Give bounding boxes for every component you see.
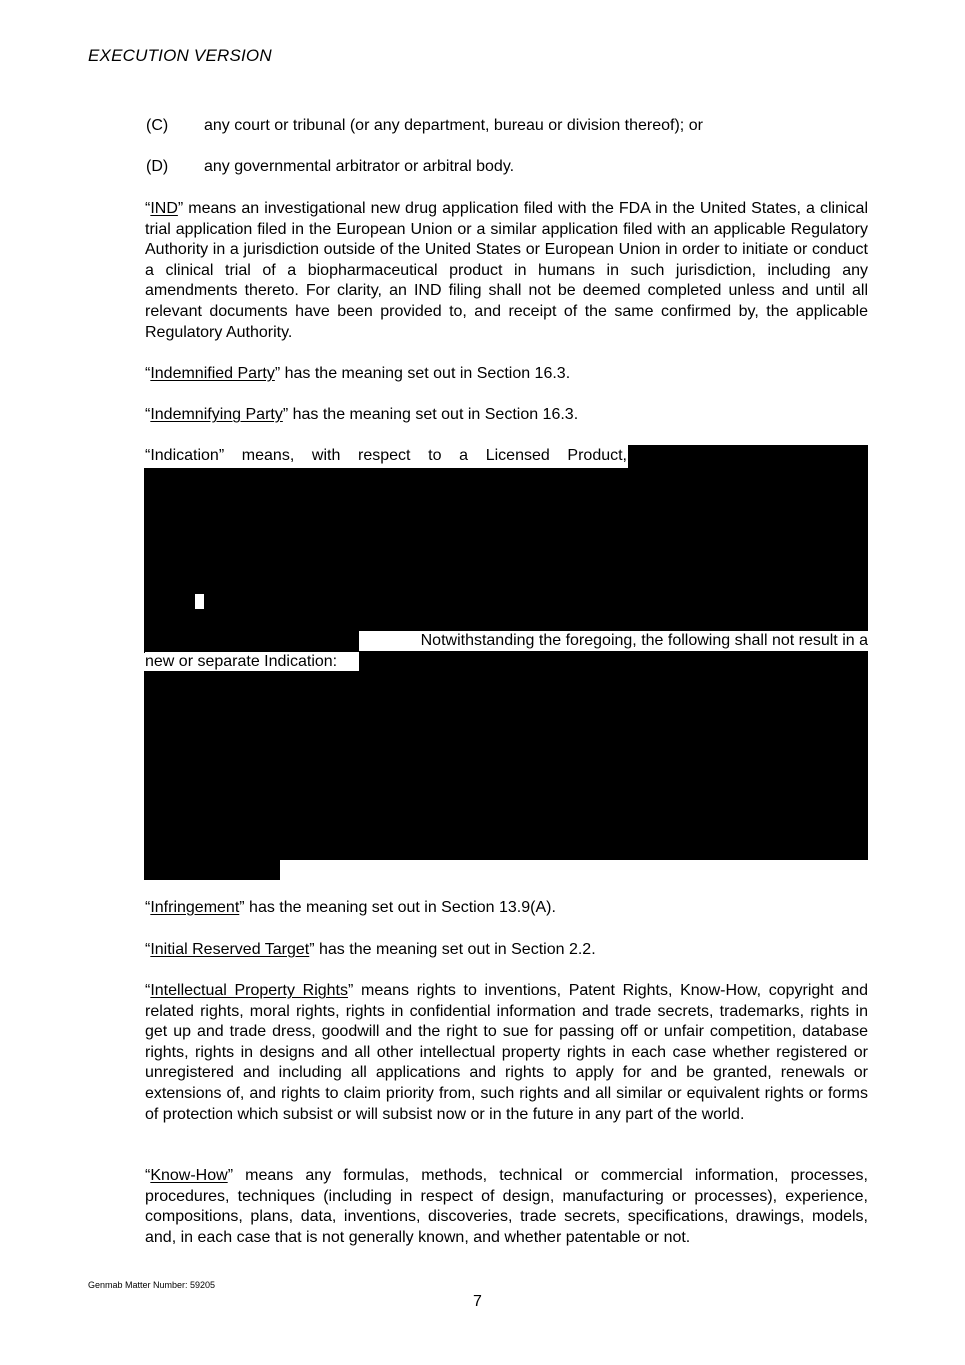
- defined-term: IND: [150, 200, 178, 217]
- definition-text: has the meaning set out in Section 16.3.: [288, 406, 579, 423]
- open-quote: “: [145, 200, 151, 217]
- list-item-c: [146, 116, 703, 136]
- definition-text: has the meaning set out in Section 13.9(A).: [244, 899, 556, 916]
- redaction-block: [144, 633, 359, 653]
- defined-term: Know-How: [150, 1167, 228, 1184]
- defined-term: Initial Reserved Target: [150, 941, 310, 958]
- defined-term: Indemnifying Party: [150, 406, 283, 423]
- definition-text: means an investigational new drug application filed with the FDA in the United States, a clinical trial application filed in the European Union or a similar application filed with an applicable Regulatory Authority in a jurisdiction outside of the United States or European Union in order to initiate or conduct a clinical trial of a biopharmaceutical product in humans in such jurisdiction, including any amendments thereto. For clarity, an IND filing shall not be deemed completed unless and until all relevant documents have been provided to, and receipt of the same confirmed by, the applicable Regulatory Authority.: [145, 200, 868, 341]
- close-quote: ”: [274, 365, 281, 382]
- close-quote: ”: [282, 406, 289, 423]
- definition-ind: [145, 199, 868, 343]
- close-quote: ”: [348, 982, 354, 999]
- defined-term: Infringement: [150, 899, 240, 916]
- list-item-text: any court or tribunal (or any department, bureau or division thereof); or: [204, 117, 703, 134]
- list-item-text: any governmental arbitrator or arbitral body.: [204, 158, 515, 175]
- definition-know-how: [145, 1166, 868, 1248]
- open-quote: “: [145, 899, 151, 916]
- redaction-block: [144, 468, 868, 634]
- page-number: 7: [473, 1293, 482, 1310]
- close-quote: ”: [309, 941, 315, 958]
- list-item-d: [146, 157, 514, 177]
- list-item-label: (D): [146, 158, 169, 175]
- indication-notwithstanding-text: Notwithstanding the foregoing, the following shall not result in a: [359, 631, 868, 651]
- close-quote: ”: [227, 1167, 234, 1184]
- redaction-gap: [195, 594, 204, 609]
- redaction-block: [359, 651, 868, 673]
- definition-initial-reserved-target: [145, 940, 596, 960]
- indication-continuation-text: new or separate Indication:: [145, 652, 359, 672]
- defined-term: Indemnified Party: [150, 365, 275, 382]
- open-quote: “: [145, 1167, 151, 1184]
- open-quote: “: [145, 365, 151, 382]
- definition-text: has the meaning set out in Section 16.3.: [280, 365, 571, 382]
- execution-version-header: EXECUTION VERSION: [88, 46, 272, 65]
- open-quote: “: [145, 406, 151, 423]
- definition-text: has the meaning set out in Section 2.2.: [314, 941, 596, 958]
- open-quote: “: [145, 982, 151, 999]
- redaction-block: [144, 671, 868, 860]
- redaction-block: [628, 445, 868, 469]
- definition-intellectual-property-rights: [145, 981, 868, 1125]
- redaction-block: [144, 858, 280, 880]
- matter-number-footer: Genmab Matter Number: 59205: [88, 1280, 216, 1290]
- definition-indemnifying-party: [145, 405, 578, 425]
- open-quote: “: [145, 941, 151, 958]
- defined-term: Intellectual Property Rights: [150, 982, 348, 999]
- definition-indication-opening: “Indication” means, with respect to a Licensed Product,: [145, 447, 627, 464]
- close-quote: ”: [177, 200, 184, 217]
- list-item-label: (C): [146, 117, 169, 134]
- definition-text: means rights to inventions, Patent Rights, Know-How, copyright and related rights, moral rights, rights in confidential information and trade secrets, trademarks, rights in get up and trade dress, goodwill and the right to sue for passing off or unfair competition, database rights, rights in designs and all other intellectual property rights in each case whether registered or unregistered and including all applications and rights to apply for and be granted, renewals or extensions of, and rights to claim priority from, such rights and all similar or equivalent rights or forms of protection which subsist or will subsist now or in the future in any part of the world.: [145, 982, 868, 1123]
- definition-text: means any formulas, methods, technical or commercial information, processes, procedures, techniques (including in respect of design, manufacturing or processes), experience, compositions, plans, data, inventions, discoveries, trade secrets, specifications, drawings, models, and, in each case that is not generally known, and whether patentable or not.: [145, 1167, 868, 1246]
- definition-infringement: [145, 898, 556, 918]
- definition-indemnified-party: [145, 364, 570, 384]
- close-quote: ”: [239, 899, 245, 916]
